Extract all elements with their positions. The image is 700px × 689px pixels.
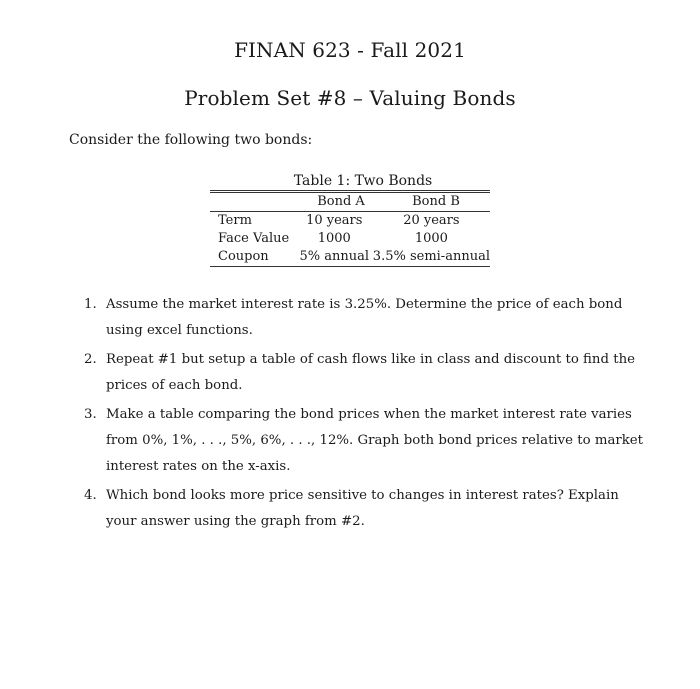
table-row xyxy=(210,230,490,248)
row-label: Face Value xyxy=(218,231,290,246)
question-item xyxy=(84,483,644,535)
row-label: Term xyxy=(218,213,252,228)
question-text: Repeat #1 but setup a table of cash flows like in class and discount to find the prices of each bond. xyxy=(106,352,635,393)
table-cell: 20 years xyxy=(403,213,460,228)
document-title: FINAN 623 - Fall 2021 xyxy=(234,38,466,62)
table-cell: 1000 xyxy=(414,231,448,246)
question-number: 2. xyxy=(84,352,97,367)
table-row xyxy=(210,212,490,230)
table-cell: 5% annual xyxy=(299,249,370,264)
table-bottom-rule xyxy=(210,266,490,267)
row-label: Coupon xyxy=(218,249,269,264)
table-header-row xyxy=(210,193,490,211)
question-number: 3. xyxy=(84,407,97,422)
question-item xyxy=(84,292,644,344)
table-caption: Table 1: Two Bonds xyxy=(293,173,433,189)
table-cell: 1000 xyxy=(317,231,351,246)
document-subtitle: Problem Set #8 – Valuing Bonds xyxy=(184,86,516,110)
bonds-table-body xyxy=(210,212,490,266)
question-number: 1. xyxy=(84,297,97,312)
table-header-cell: Bond A xyxy=(317,194,365,209)
table-cell: 10 years xyxy=(306,213,363,228)
intro-text: Consider the following two bonds: xyxy=(69,132,313,148)
table-header-cell xyxy=(210,193,300,211)
question-text: Assume the market interest rate is 3.25%. Determine the price of each bond using excel functions. xyxy=(106,297,623,338)
table-header-cell: Bond B xyxy=(412,194,460,209)
question-item xyxy=(84,347,644,399)
question-text: Make a table comparing the bond prices when the market interest rate varies from 0%, 1%, . . ., 5%, 6%, . . ., 12%. Graph both bond prices relative to market interest rates on the x-axis. xyxy=(106,407,644,474)
question-text: Which bond looks more price sensitive to changes in interest rates? Explain your answer using the graph from #2. xyxy=(106,488,619,529)
table-cell: 3.5% semi-annual xyxy=(372,249,490,264)
bonds-table xyxy=(210,193,490,211)
bonds-table-block xyxy=(210,173,490,267)
question-item xyxy=(84,402,644,480)
question-list xyxy=(84,292,644,538)
question-number: 4. xyxy=(84,488,97,503)
table-row xyxy=(210,248,490,266)
